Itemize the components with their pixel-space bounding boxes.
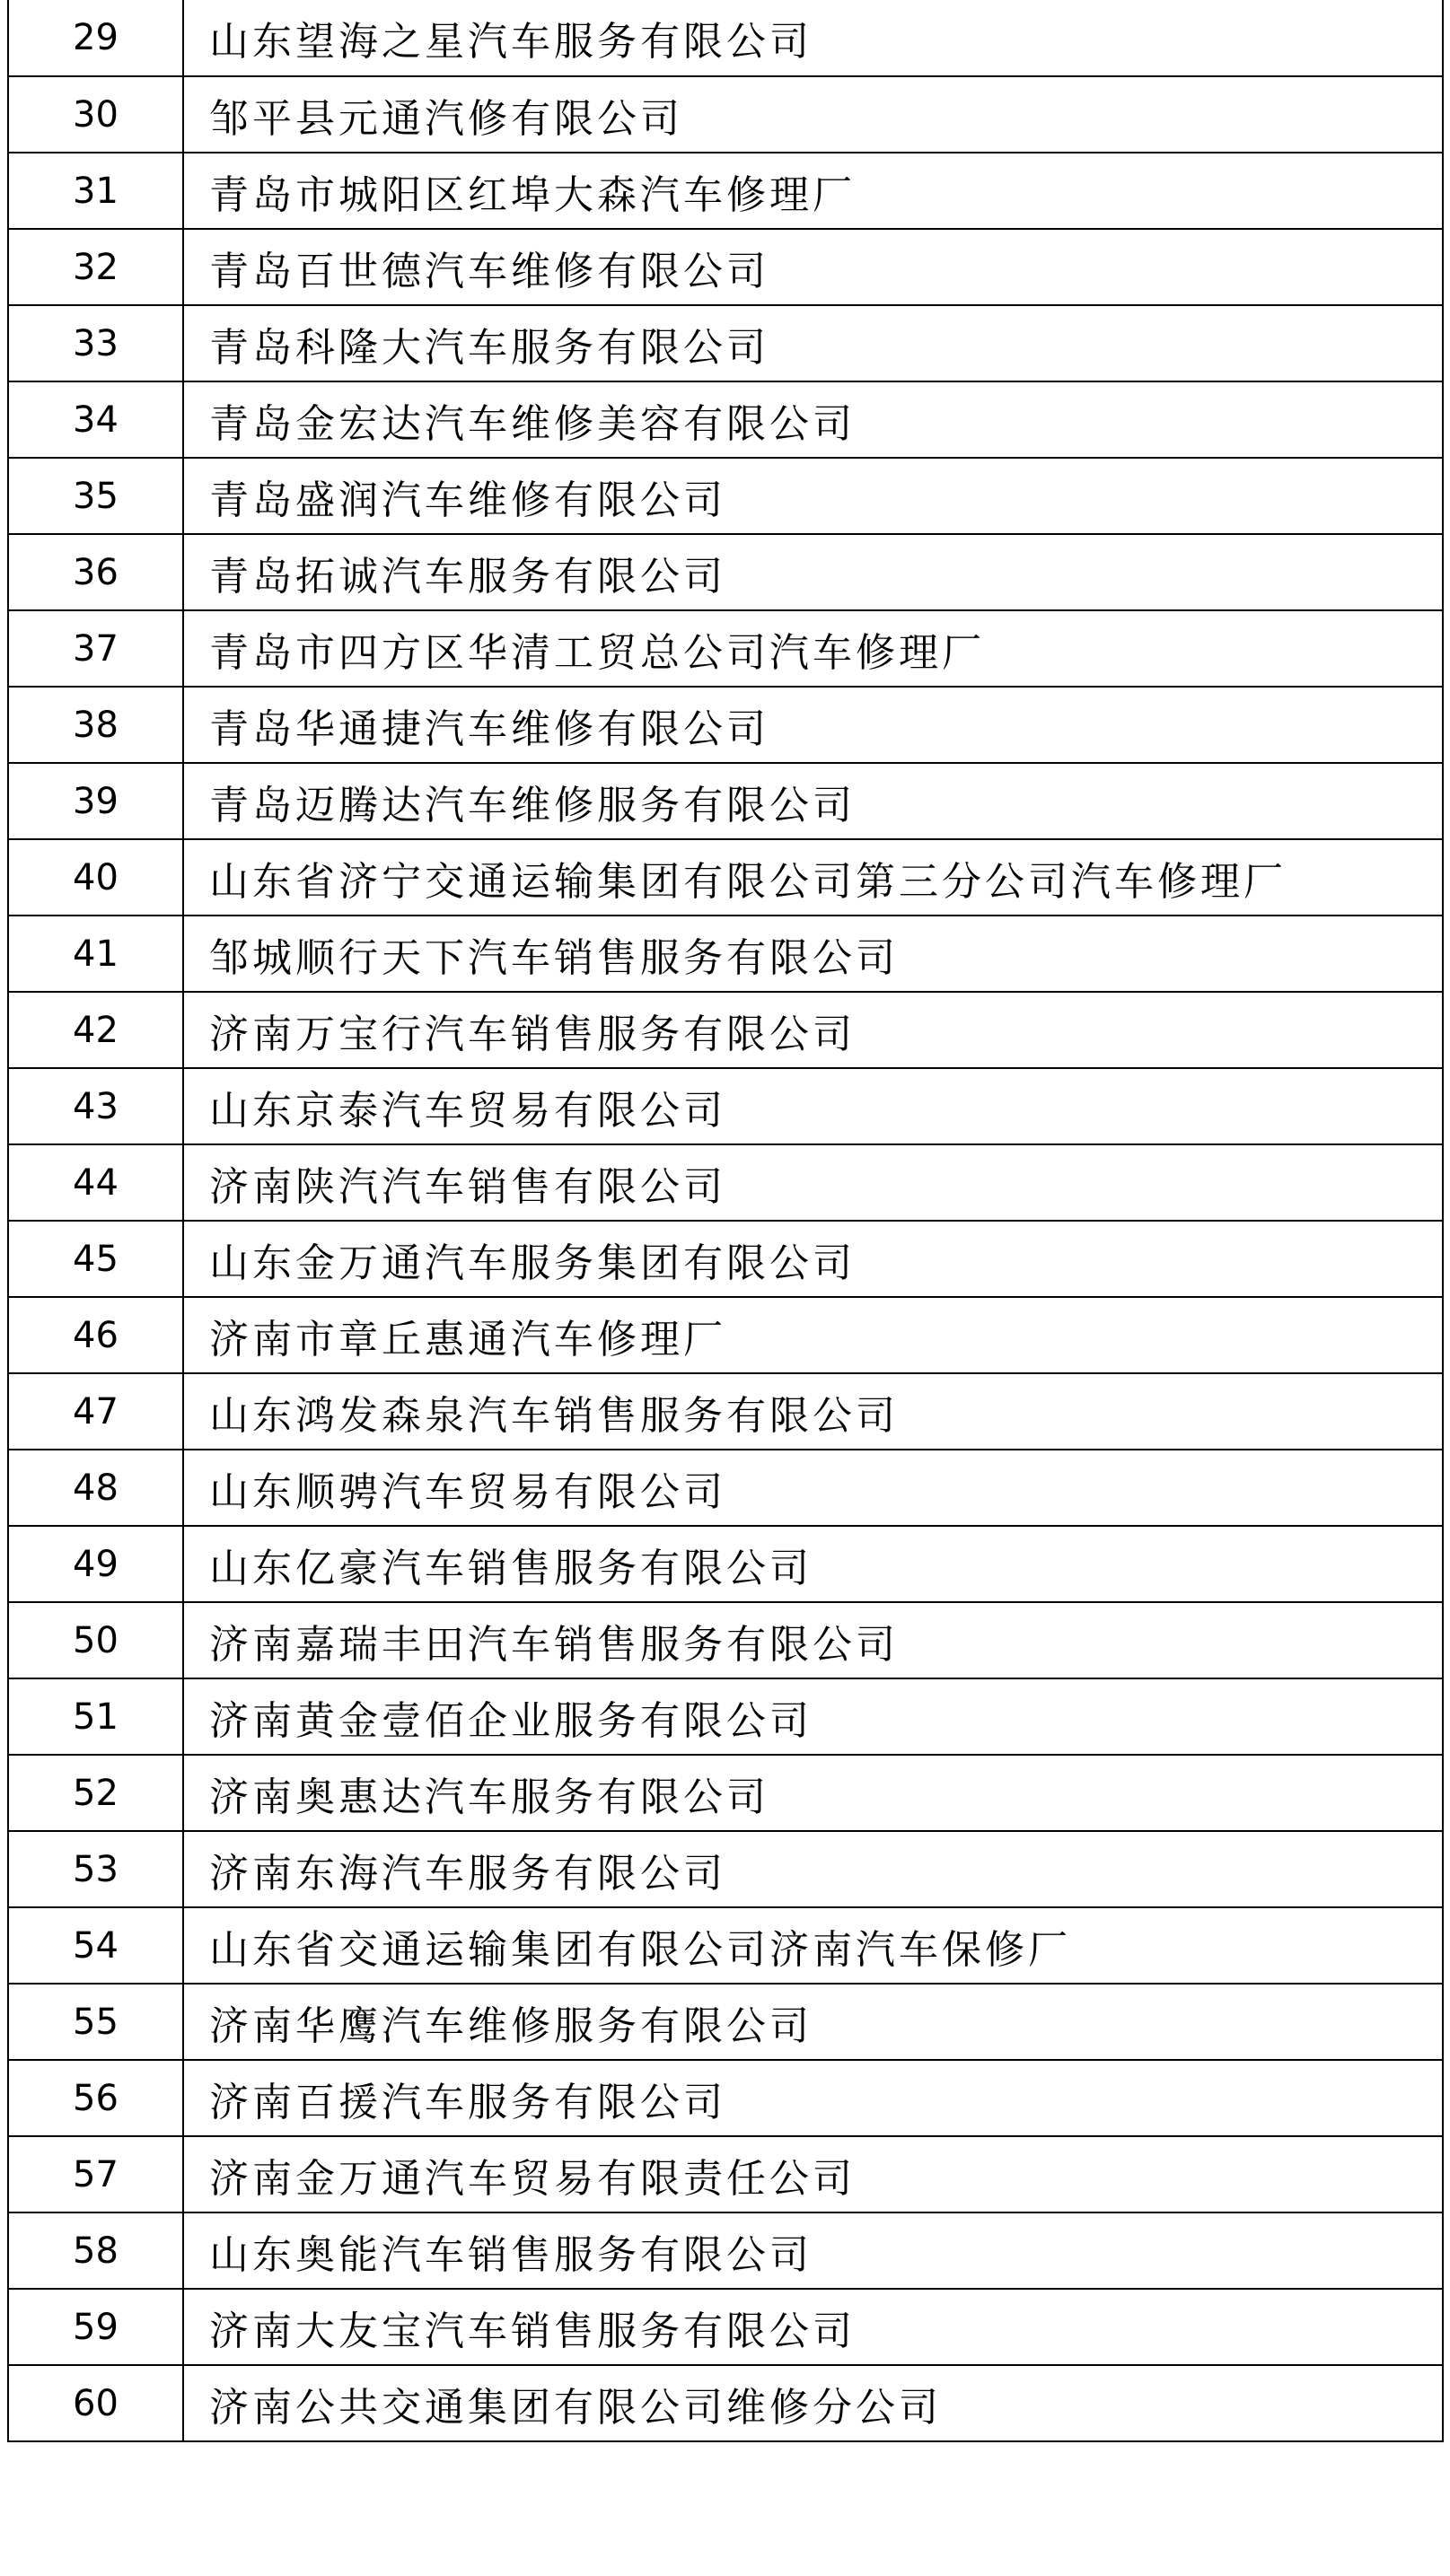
company-name: 邹平县元通汽修有限公司 <box>183 76 1443 153</box>
table-row <box>8 381 1443 458</box>
company-table <box>7 0 1444 2442</box>
company-name: 山东金万通汽车服务集团有限公司 <box>183 1221 1443 1297</box>
company-name: 济南市章丘惠通汽车修理厂 <box>183 1297 1443 1373</box>
row-number: 50 <box>8 1602 183 1678</box>
table-row <box>8 1831 1443 1907</box>
table-row <box>8 992 1443 1068</box>
row-number: 59 <box>8 2289 183 2365</box>
table-row <box>8 1678 1443 1755</box>
row-number: 39 <box>8 763 183 839</box>
company-name: 济南黄金壹佰企业服务有限公司 <box>183 1678 1443 1755</box>
table-row <box>8 1755 1443 1831</box>
company-name: 邹城顺行天下汽车销售服务有限公司 <box>183 916 1443 992</box>
company-name: 济南百援汽车服务有限公司 <box>183 2060 1443 2136</box>
table-row <box>8 2060 1443 2136</box>
company-name: 济南奥惠达汽车服务有限公司 <box>183 1755 1443 1831</box>
table-row <box>8 1450 1443 1526</box>
table-row <box>8 534 1443 610</box>
row-number: 51 <box>8 1678 183 1755</box>
row-number: 43 <box>8 1068 183 1144</box>
company-name: 青岛迈腾达汽车维修服务有限公司 <box>183 763 1443 839</box>
company-name: 山东望海之星汽车服务有限公司 <box>183 0 1443 76</box>
company-name: 济南万宝行汽车销售服务有限公司 <box>183 992 1443 1068</box>
company-name: 济南华鹰汽车维修服务有限公司 <box>183 1984 1443 2060</box>
company-name: 山东亿豪汽车销售服务有限公司 <box>183 1526 1443 1602</box>
row-number: 44 <box>8 1144 183 1221</box>
table-row <box>8 687 1443 763</box>
table-row <box>8 1221 1443 1297</box>
row-number: 38 <box>8 687 183 763</box>
table-row <box>8 305 1443 381</box>
row-number: 42 <box>8 992 183 1068</box>
table-row <box>8 1373 1443 1450</box>
table-row <box>8 916 1443 992</box>
table-row <box>8 76 1443 153</box>
row-number: 48 <box>8 1450 183 1526</box>
company-name: 青岛市城阳区红埠大森汽车修理厂 <box>183 153 1443 229</box>
row-number: 53 <box>8 1831 183 1907</box>
row-number: 32 <box>8 229 183 305</box>
row-number: 45 <box>8 1221 183 1297</box>
row-number: 40 <box>8 839 183 916</box>
row-number: 56 <box>8 2060 183 2136</box>
row-number: 57 <box>8 2136 183 2212</box>
company-name: 青岛金宏达汽车维修美容有限公司 <box>183 381 1443 458</box>
row-number: 34 <box>8 381 183 458</box>
table-row <box>8 2136 1443 2212</box>
table-row <box>8 1144 1443 1221</box>
row-number: 33 <box>8 305 183 381</box>
table-row <box>8 1984 1443 2060</box>
company-name: 济南嘉瑞丰田汽车销售服务有限公司 <box>183 1602 1443 1678</box>
company-name: 济南金万通汽车贸易有限责任公司 <box>183 2136 1443 2212</box>
table-row <box>8 2289 1443 2365</box>
company-name: 山东鸿发森泉汽车销售服务有限公司 <box>183 1373 1443 1450</box>
row-number: 29 <box>8 0 183 76</box>
company-name: 山东奥能汽车销售服务有限公司 <box>183 2212 1443 2289</box>
row-number: 36 <box>8 534 183 610</box>
table-row <box>8 763 1443 839</box>
company-table-body <box>8 0 1443 2441</box>
row-number: 46 <box>8 1297 183 1373</box>
company-list-document <box>7 0 1444 2442</box>
company-name: 青岛拓诚汽车服务有限公司 <box>183 534 1443 610</box>
table-row <box>8 153 1443 229</box>
row-number: 55 <box>8 1984 183 2060</box>
table-row <box>8 839 1443 916</box>
company-name: 济南公共交通集团有限公司维修分公司 <box>183 2365 1443 2441</box>
table-row <box>8 2365 1443 2441</box>
table-row <box>8 1068 1443 1144</box>
company-name: 青岛华通捷汽车维修有限公司 <box>183 687 1443 763</box>
row-number: 35 <box>8 458 183 534</box>
row-number: 37 <box>8 610 183 687</box>
company-name: 青岛科隆大汽车服务有限公司 <box>183 305 1443 381</box>
row-number: 60 <box>8 2365 183 2441</box>
company-name: 青岛盛润汽车维修有限公司 <box>183 458 1443 534</box>
table-row <box>8 458 1443 534</box>
row-number: 52 <box>8 1755 183 1831</box>
row-number: 58 <box>8 2212 183 2289</box>
company-name: 青岛百世德汽车维修有限公司 <box>183 229 1443 305</box>
row-number: 47 <box>8 1373 183 1450</box>
table-row <box>8 1602 1443 1678</box>
company-name: 山东顺骋汽车贸易有限公司 <box>183 1450 1443 1526</box>
row-number: 54 <box>8 1907 183 1984</box>
company-name: 青岛市四方区华清工贸总公司汽车修理厂 <box>183 610 1443 687</box>
table-row <box>8 1526 1443 1602</box>
table-row <box>8 610 1443 687</box>
row-number: 49 <box>8 1526 183 1602</box>
table-row <box>8 0 1443 76</box>
row-number: 41 <box>8 916 183 992</box>
company-name: 山东省交通运输集团有限公司济南汽车保修厂 <box>183 1907 1443 1984</box>
company-name: 山东京泰汽车贸易有限公司 <box>183 1068 1443 1144</box>
table-row <box>8 1297 1443 1373</box>
row-number: 30 <box>8 76 183 153</box>
company-name: 济南陕汽汽车销售有限公司 <box>183 1144 1443 1221</box>
company-name: 济南大友宝汽车销售服务有限公司 <box>183 2289 1443 2365</box>
row-number: 31 <box>8 153 183 229</box>
company-name: 山东省济宁交通运输集团有限公司第三分公司汽车修理厂 <box>183 839 1443 916</box>
table-row <box>8 2212 1443 2289</box>
company-name: 济南东海汽车服务有限公司 <box>183 1831 1443 1907</box>
table-row <box>8 1907 1443 1984</box>
table-row <box>8 229 1443 305</box>
